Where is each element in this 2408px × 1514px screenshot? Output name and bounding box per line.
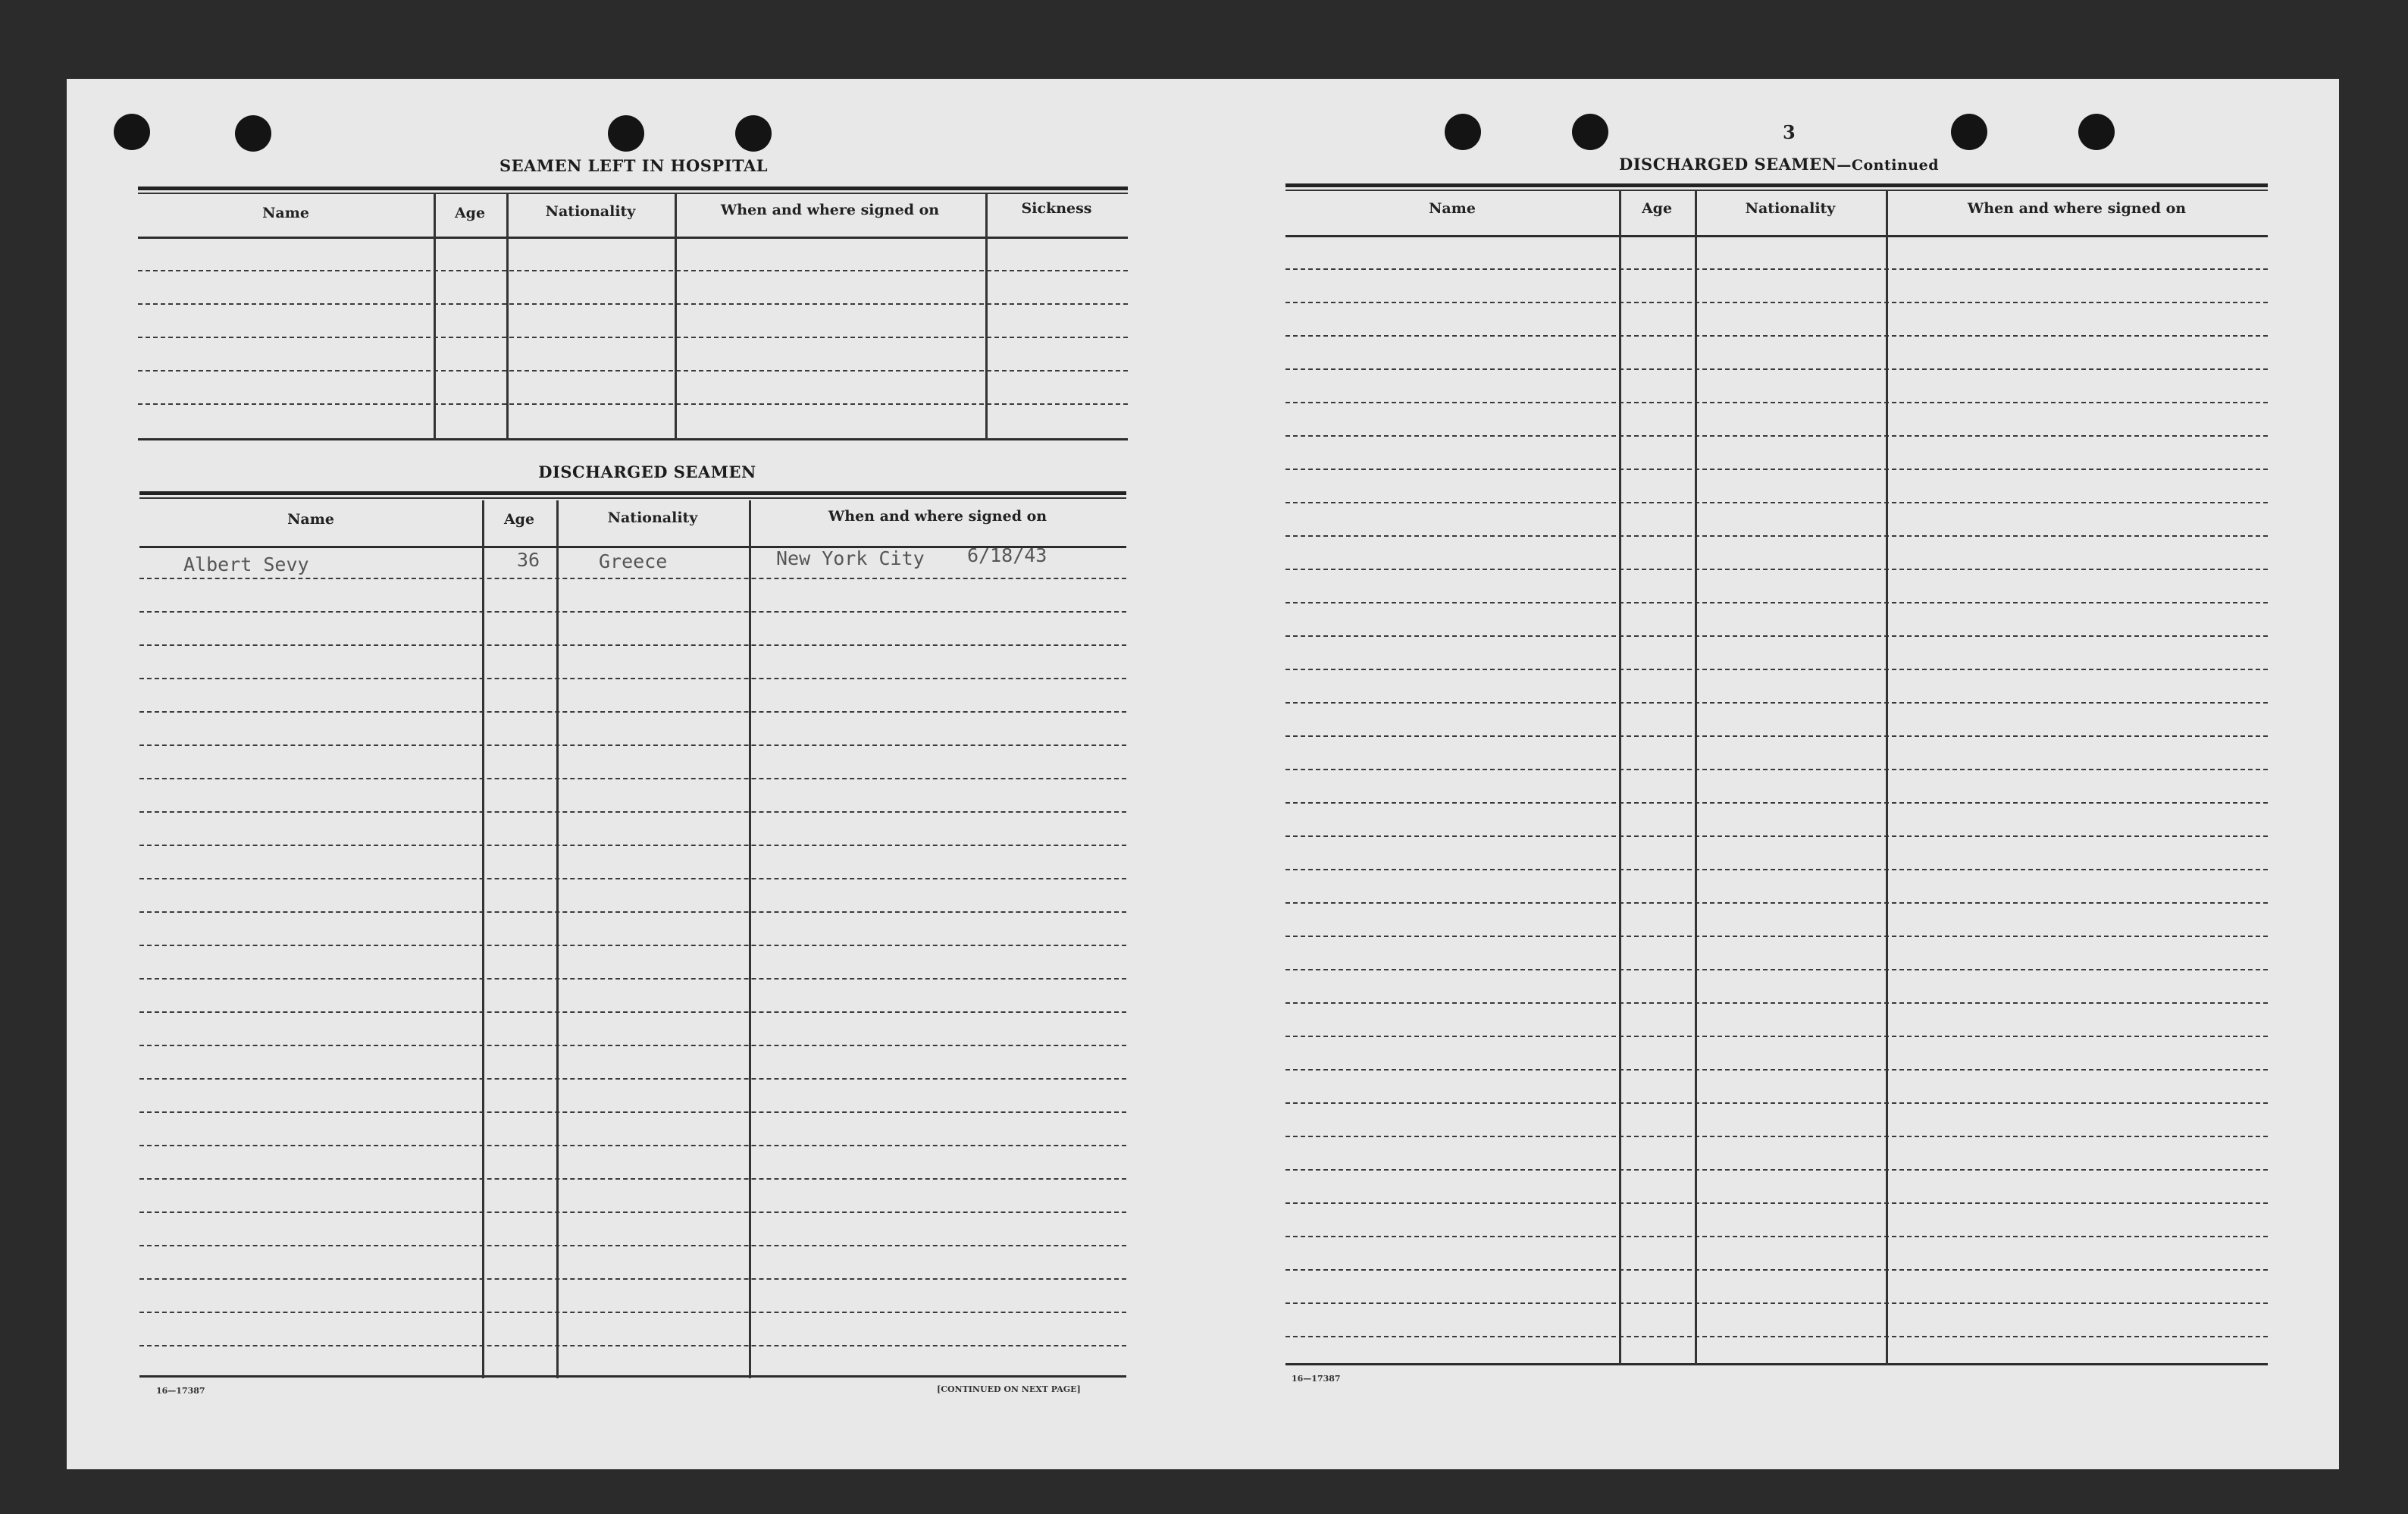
discharged-continued-title-suffix: —Continued: [1837, 157, 1939, 174]
discharged-header-nationality: Nationality: [607, 509, 698, 526]
entry-age: 36: [517, 549, 540, 571]
discharged-table: [139, 491, 1126, 1381]
discharged-continued-title-main: DISCHARGED SEAMEN: [1619, 155, 1837, 174]
left-form-number: 16—17387: [156, 1386, 205, 1396]
punch-hole: [114, 114, 150, 150]
punch-hole: [1951, 114, 1987, 150]
continued-note: [CONTINUED ON NEXT PAGE]: [937, 1384, 1081, 1394]
hospital-table: [138, 187, 1128, 444]
continued-header-nationality: Nationality: [1745, 200, 1836, 217]
continued-header-signed-on: When and where signed on: [1967, 200, 2187, 217]
hospital-header-name: Name: [262, 205, 309, 221]
hospital-section-title: SEAMEN LEFT IN HOSPITAL: [499, 156, 769, 175]
discharged-header-age: Age: [503, 511, 535, 528]
continued-header-age: Age: [1641, 200, 1673, 217]
discharged-continued-table: [1285, 183, 2268, 1368]
punch-hole: [2078, 114, 2115, 150]
punch-hole: [235, 115, 271, 152]
page-number: 3: [1783, 121, 1796, 143]
hospital-header-age: Age: [454, 205, 486, 221]
punch-hole: [735, 115, 772, 152]
punch-hole: [1572, 114, 1608, 150]
continued-header-name: Name: [1429, 200, 1476, 217]
discharged-header-name: Name: [287, 511, 334, 528]
discharged-section-title: DISCHARGED SEAMEN: [538, 462, 756, 481]
entry-date: 6/18/43: [967, 544, 1047, 566]
discharged-continued-title: [1619, 155, 1937, 174]
punch-hole: [608, 115, 644, 152]
entry-nationality: Greece: [599, 550, 668, 572]
hospital-header-signed-on: When and where signed on: [720, 202, 940, 218]
entry-signed-on: New York City: [776, 547, 925, 569]
right-form-number: 16—17387: [1292, 1374, 1341, 1384]
punch-hole: [1445, 114, 1481, 150]
discharged-header-signed-on: When and where signed on: [828, 508, 1047, 525]
hospital-header-sickness: Sickness: [1021, 200, 1092, 217]
entry-name: Albert Sevy: [183, 553, 309, 575]
hospital-header-nationality: Nationality: [545, 203, 636, 220]
